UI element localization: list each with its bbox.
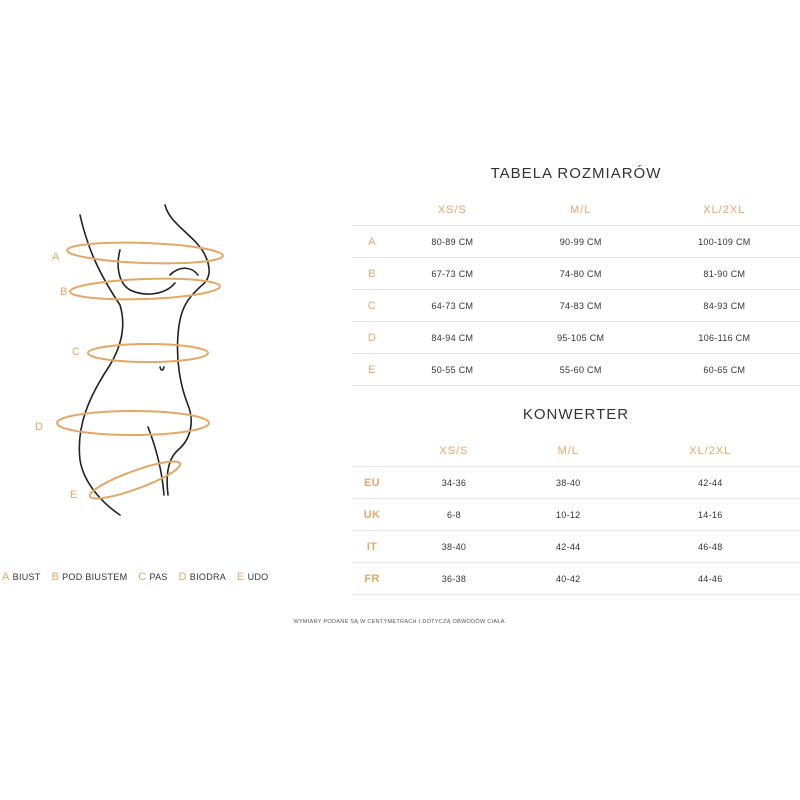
body-silhouette-illustration [30,195,260,525]
table-cell: 90-99 CM [513,226,649,258]
marker-b: B [60,286,68,298]
footnote: WYMIARY PODANE SĄ W CENTYMETRACH I DOTYCZĄ OBWODÓW CIAŁA. [293,619,507,625]
measurement-legend [2,571,276,583]
size-table [352,194,800,386]
table-cell: 60-65 CM [649,354,800,386]
ring-d [57,411,209,435]
table-cell: 84-94 CM [392,322,513,354]
table-row [352,290,800,322]
legend-item-udo: E UDO [236,571,269,583]
column-header: M/L [570,203,592,216]
column-header: XL/2XL [703,203,746,216]
table-cell: 40-42 [516,563,621,595]
row-label: EU [352,467,392,499]
row-label: A [352,226,392,258]
ring-e [87,455,183,505]
table-cell: 95-105 CM [513,322,649,354]
converter-table-header [352,435,800,467]
legend-item-pas: C PAS [138,571,168,583]
marker-c: C [72,346,80,358]
table-row [352,499,800,531]
table-row [352,322,800,354]
row-label: UK [352,499,392,531]
table-cell: 38-40 [392,531,516,563]
table-row [352,467,800,499]
arm-outline [118,250,175,294]
table-cell: 67-73 CM [392,258,513,290]
table-cell: 46-48 [621,531,800,563]
ring-c [88,344,208,362]
column-header: XS/S [437,203,467,216]
row-label: D [352,322,392,354]
table-cell: 38-40 [516,467,621,499]
table-cell: 74-83 CM [513,290,649,322]
table-row [352,531,800,563]
table-cell: 106-116 CM [649,322,800,354]
marker-d: D [35,421,43,433]
row-label: C [352,290,392,322]
column-header: M/L [557,444,579,457]
column-header: XS/S [439,444,469,457]
size-table-title: TABELA ROZMIARÓW [490,165,662,182]
size-table-header [352,194,800,226]
table-cell: 64-73 CM [392,290,513,322]
table-cell: 36-38 [392,563,516,595]
row-label: IT [352,531,392,563]
marker-e: E [70,489,78,501]
row-label: FR [352,563,392,595]
navel [160,367,164,370]
table-cell: 44-46 [621,563,800,595]
bust-outline [170,268,198,275]
row-label: B [352,258,392,290]
table-cell: 6-8 [392,499,516,531]
table-row [352,226,800,258]
table-cell: 42-44 [516,531,621,563]
leg-outline [148,427,164,495]
legend-item-biust: A BIUST [2,571,41,583]
table-cell: 80-89 CM [392,226,513,258]
table-cell: 100-109 CM [649,226,800,258]
ring-a [67,240,224,265]
legend-item-pod-biustem: B POD BIUSTEM [51,571,128,583]
table-row [352,354,800,386]
converter-title: KONWERTER [522,406,630,423]
body-measurement-figure [30,195,260,525]
table-cell: 14-16 [621,499,800,531]
marker-a: A [52,251,60,263]
table-cell: 50-55 CM [392,354,513,386]
table-cell: 55-60 CM [513,354,649,386]
legend-item-biodra: D BIODRA [178,571,227,583]
table-cell: 84-93 CM [649,290,800,322]
table-cell: 74-80 CM [513,258,649,290]
table-cell: 10-12 [516,499,621,531]
table-cell: 81-90 CM [649,258,800,290]
row-label: E [352,354,392,386]
converter-table [352,435,800,595]
column-header: XL/2XL [689,444,732,457]
table-cell: 42-44 [621,467,800,499]
table-row [352,258,800,290]
table-cell: 34-36 [392,467,516,499]
table-row [352,563,800,595]
